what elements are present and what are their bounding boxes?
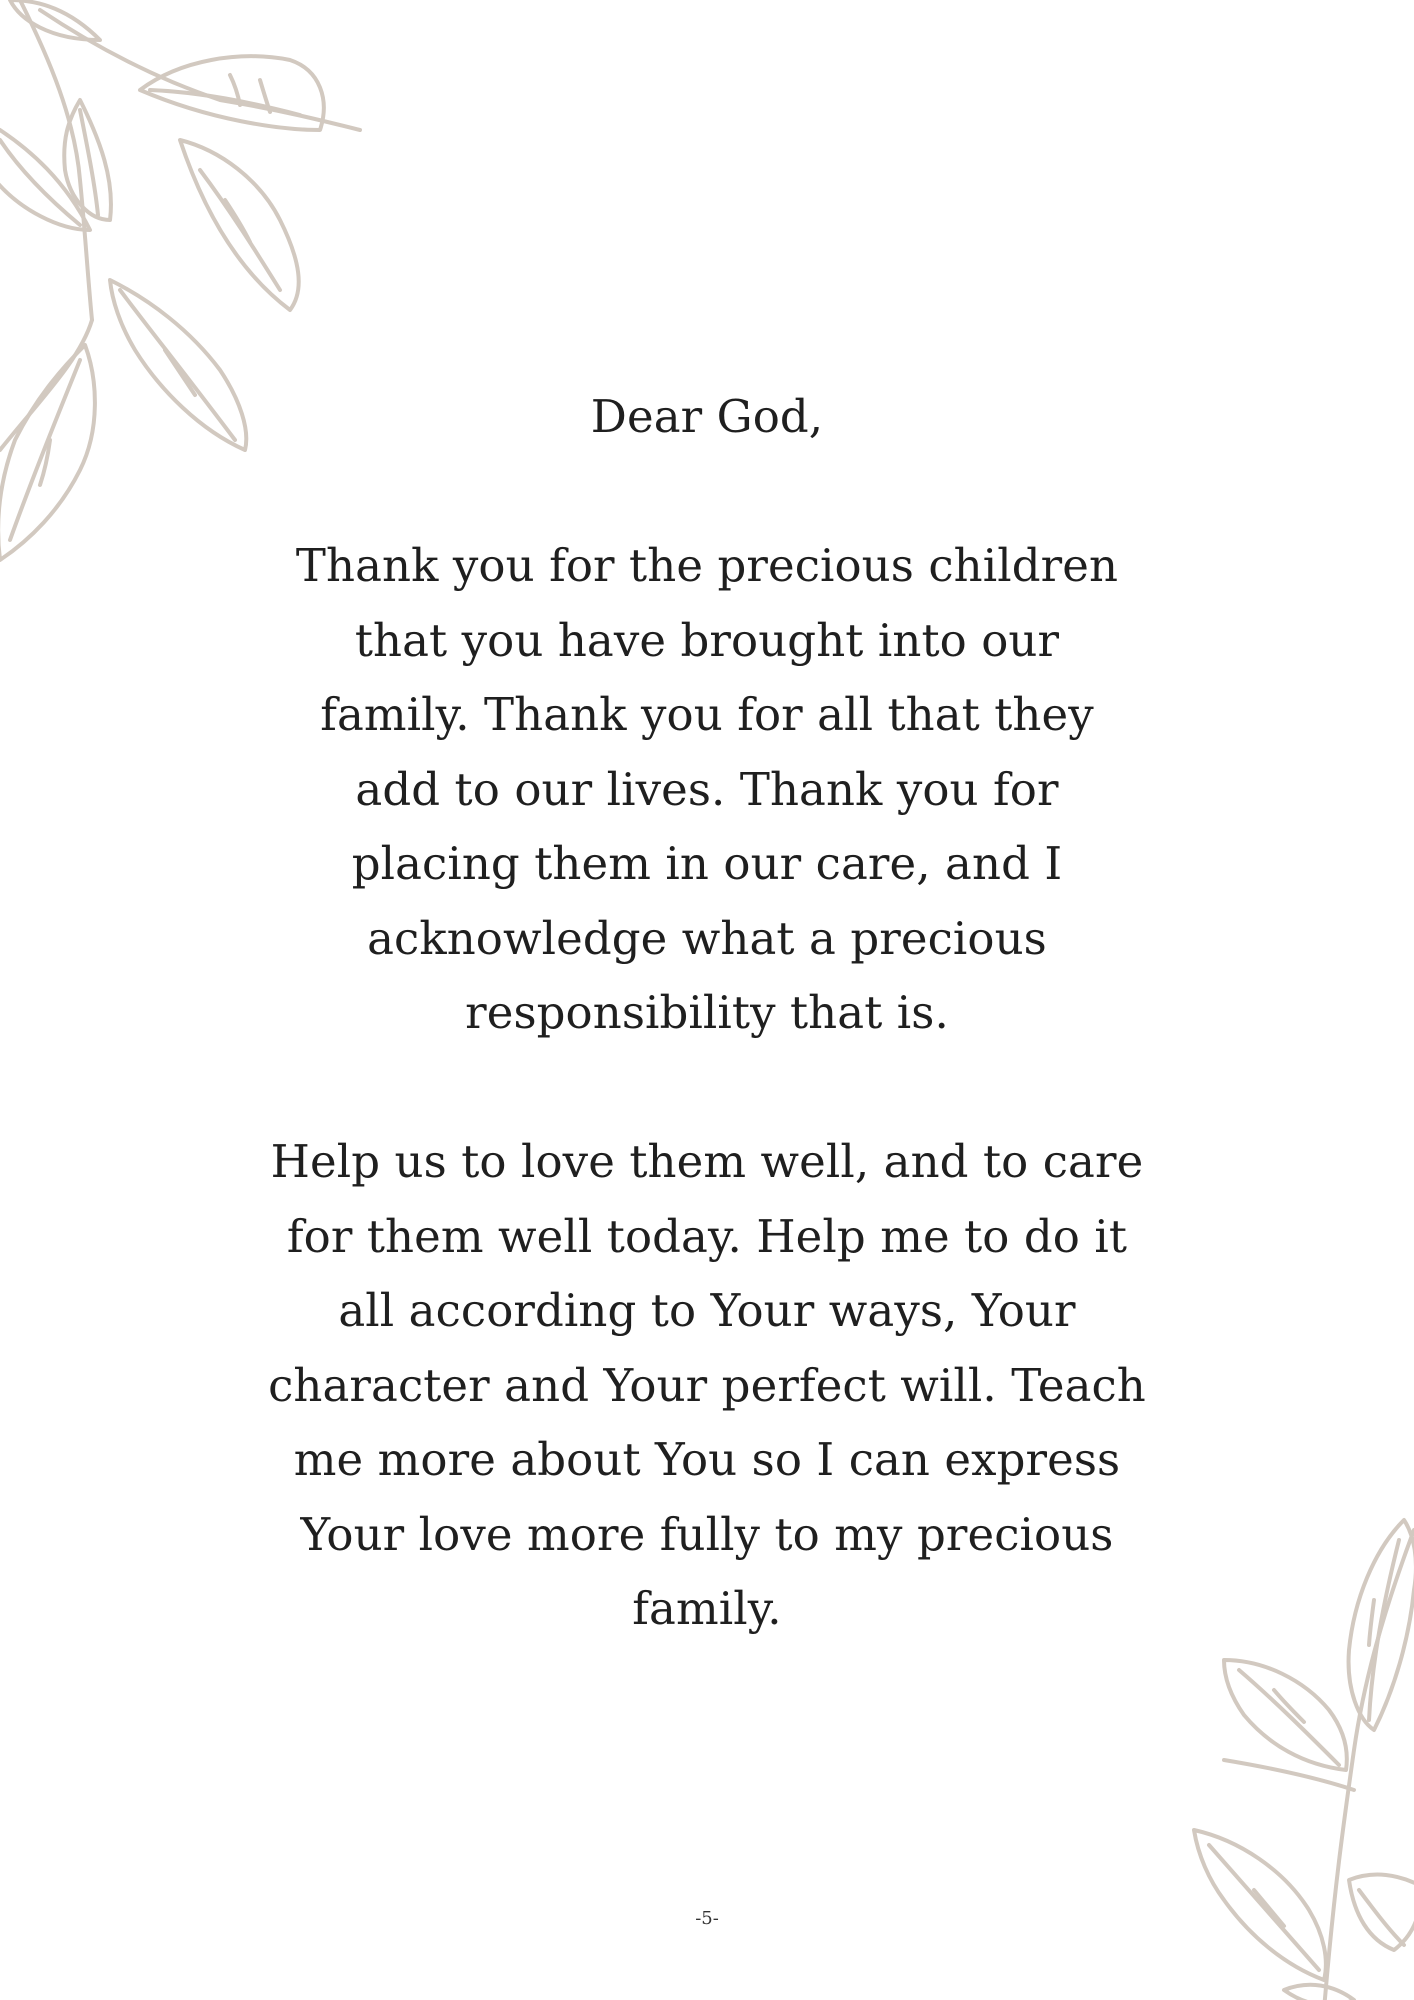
page-number: -5- bbox=[695, 1908, 719, 1929]
letter-greeting: Dear God, bbox=[590, 390, 824, 443]
letter-body bbox=[180, 380, 1234, 1647]
letter-paragraph-1: Thank you for the precious children that you have brought into our family. Thank you for all that they add to our lives. Thank you for placing them in our care, and I acknowledge what a precious responsibility that is. bbox=[295, 539, 1119, 1039]
letter-paragraph-2: Help us to love them well, and to care for them well today. Help me to do it all according to Your ways, Your character and Your perfect will. Teach me more about You so I can express Your love more fully to my precious family. bbox=[268, 1135, 1146, 1635]
